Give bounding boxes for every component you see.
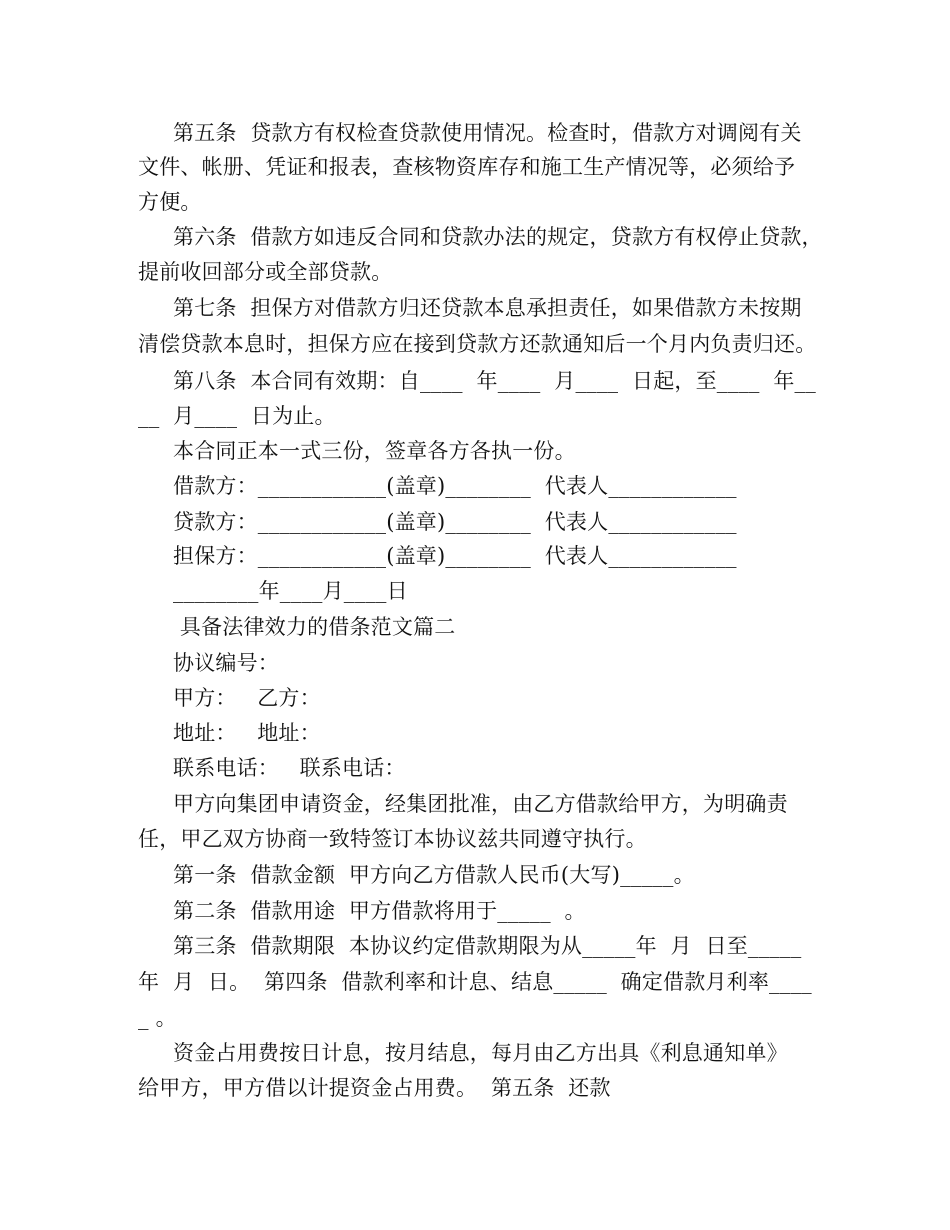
text-line: 任，甲乙双方协商一致特签订本协议兹共同遵守执行。 bbox=[138, 827, 647, 851]
text-line: 给甲方，甲方借以计提资金占用费。 第五条 还款 bbox=[138, 1076, 611, 1100]
section-title: 具备法律效力的借条范文篇二 bbox=[173, 615, 456, 639]
text-line: 联系电话： 联系电话： bbox=[173, 756, 406, 780]
text-line: 清偿贷款本息时，担保方应在接到贷款方还款通知后一个月内负责归还。 bbox=[138, 332, 817, 356]
text-line: 协议编号： bbox=[173, 651, 279, 675]
date-line: ________年____月____日 bbox=[173, 579, 408, 603]
text-line: 第三条 借款期限 本协议约定借款期限为从_____年 月 日至_____ bbox=[173, 934, 802, 958]
text-line: 本合同正本一式三份，签章各方各执一份。 bbox=[173, 439, 576, 463]
text-line: 资金占用费按日计息，按月结息，每月由乙方出具《利息通知单》 bbox=[173, 1041, 788, 1065]
text-line: 第七条 担保方对借款方归还贷款本息承担责任，如果借款方未按期 bbox=[173, 296, 802, 320]
text-line: _ 。 bbox=[138, 1006, 177, 1030]
text-line: 方便。 bbox=[138, 190, 202, 214]
text-line: 甲方向集团申请资金，经集团批准，由乙方借款给甲方，为明确责 bbox=[173, 792, 788, 816]
signature-line-borrower: 借款方：____________(盖章)________ 代表人____________ bbox=[173, 474, 737, 498]
text-line: 提前收回部分或全部贷款。 bbox=[138, 260, 393, 284]
text-line: 地址： 地址： bbox=[173, 721, 321, 745]
text-line: 第一条 借款金额 甲方向乙方借款人民币(大写)_____。 bbox=[173, 863, 695, 887]
text-line: 年 月 日。 第四条 借款利率和计息、结息_____ 确定借款月利率____ bbox=[138, 970, 812, 994]
text-line: 第六条 借款方如违反合同和贷款办法的规定，贷款方有权停止贷款， bbox=[173, 225, 823, 249]
signature-line-lender: 贷款方：____________(盖章)________ 代表人____________ bbox=[173, 510, 737, 534]
text-line: 第五条 贷款方有权检查贷款使用情况。检查时，借款方对调阅有关 bbox=[173, 121, 802, 145]
text-line: 文件、帐册、凭证和报表，查核物资库存和施工生产情况等，必须给予 bbox=[138, 155, 796, 179]
text-line: __ 月____ 日为止。 bbox=[138, 404, 336, 428]
text-line: 甲方： 乙方： bbox=[173, 686, 321, 710]
text-line: 第二条 借款用途 甲方借款将用于_____ 。 bbox=[173, 899, 586, 923]
signature-line-guarantor: 担保方：____________(盖章)________ 代表人____________ bbox=[173, 544, 737, 568]
text-line: 第八条 本合同有效期：自____ 年____ 月____ 日起，至____ 年__ bbox=[173, 369, 816, 393]
